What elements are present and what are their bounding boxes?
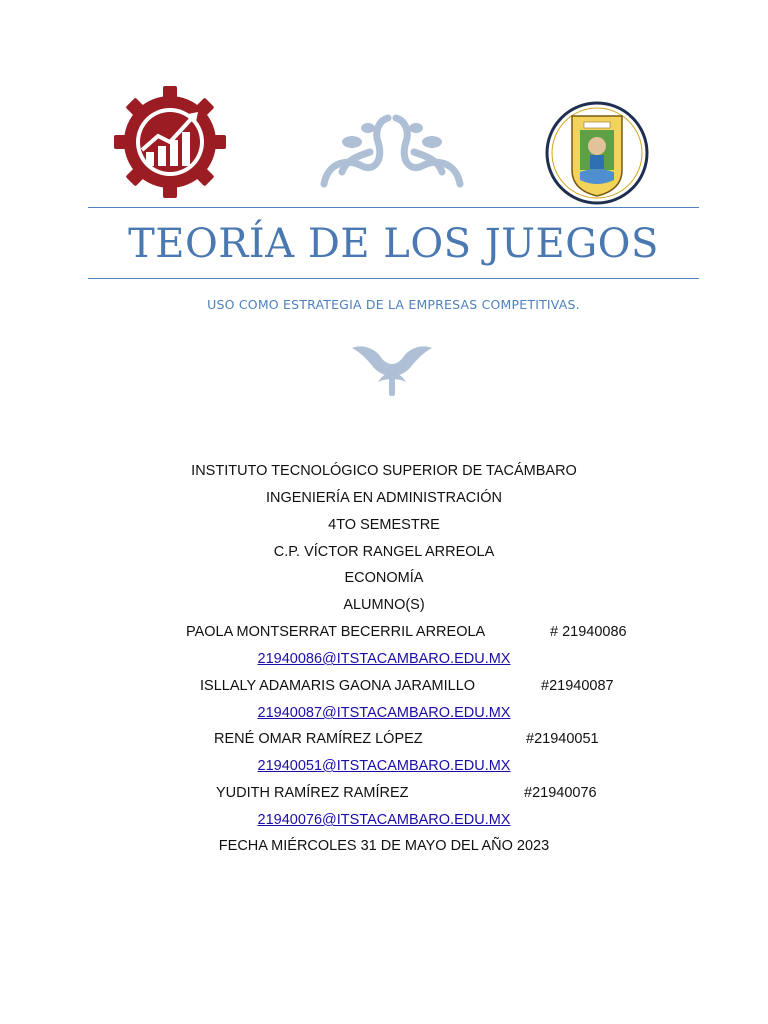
institute-name: INSTITUTO TECNOLÓGICO SUPERIOR DE TACÁMBARO (191, 463, 577, 479)
student-email-line (0, 757, 768, 775)
student-email-link[interactable]: 21940076@ITSTACAMBARO.EDU.MX (257, 812, 511, 828)
teacher-name: C.P. VÍCTOR RANGEL ARREOLA (273, 544, 495, 560)
student-email-link[interactable]: 21940051@ITSTACAMBARO.EDU.MX (257, 758, 511, 774)
page-subtitle: USO COMO ESTRATEGIA DE LA EMPRESAS COMPETITIVAS. (207, 297, 580, 312)
subject-name: ECONOMÍA (344, 570, 424, 586)
student-email-line (0, 811, 768, 829)
student-email-line (0, 650, 768, 668)
student-id: #21940051 (526, 731, 599, 747)
student-name: RENÉ OMAR RAMÍREZ LÓPEZ (214, 731, 423, 747)
decorative-flourish-icon (318, 112, 466, 194)
student-id: #21940087 (541, 678, 614, 694)
student-name: ISLLALY ADAMARIS GAONA JARAMILLO (200, 678, 476, 694)
student-id: #21940076 (524, 785, 597, 801)
page-title: TEORÍA DE LOS JUEGOS (128, 221, 659, 267)
bottom-divider (88, 278, 699, 279)
student-email-link[interactable]: 21940086@ITSTACAMBARO.EDU.MX (257, 651, 511, 667)
student-name: YUDITH RAMÍREZ RAMÍREZ (216, 785, 409, 801)
semester: 4TO SEMESTRE (328, 517, 440, 533)
career-name: INGENIERÍA EN ADMINISTRACIÓN (265, 490, 503, 506)
date-line: FECHA MIÉRCOLES 31 DE MAYO DEL AÑO 2023 (218, 838, 550, 854)
top-divider (88, 207, 699, 208)
institute-seal-logo (544, 100, 650, 206)
students-label: ALUMNO(S) (343, 597, 425, 613)
student-email-line (0, 704, 768, 722)
student-email-link[interactable]: 21940087@ITSTACAMBARO.EDU.MX (257, 705, 511, 721)
industrial-engineering-gear-logo (112, 84, 228, 200)
student-name: PAOLA MONTSERRAT BECERRIL ARREOLA (186, 624, 486, 640)
decorative-ornament-icon (350, 342, 434, 398)
student-id: # 21940086 (550, 624, 627, 640)
